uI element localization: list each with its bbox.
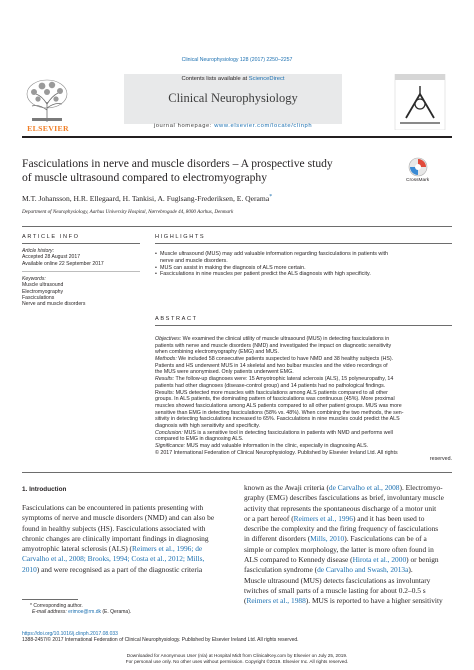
affiliation: Department of Neurophysiology, Aarhus University Hospital, Nørrebrogade 44, 8000 Aarhus, Denmark [22, 209, 234, 215]
citation-link[interactable]: Carvalho et al., 2008; Brooks, 1994; Costa et al., 2012; Mills, [22, 554, 205, 564]
abstract-text: groups. In ALS patients, the dominating pattern of fasciculations was continuous (45%). More proximal [155, 396, 395, 403]
body-text: Muscle ultrasound (MUS) detects fasciculations as involuntary [244, 575, 431, 585]
body-text: fasciculation syndrome ( [244, 565, 318, 575]
rights-statement: 1388-2457/© 2017 International Federation of Clinical Neurophysiology. Published by Elsevier Ireland Ltd. All rights reserved. [22, 637, 299, 644]
body-text-line [244, 555, 452, 565]
journal-citation[interactable]: Clinical Neurophysiology 128 (2017) 2250–2257 [181, 57, 293, 63]
body-text: ) and it has been used to [352, 513, 425, 523]
doi-link[interactable]: https://doi.org/10.1016/j.clinph.2017.08.033 [22, 631, 118, 637]
body-text-line [22, 544, 230, 554]
abstract-text: diagnosis with high sensitivity and specificity. [155, 422, 261, 429]
abstract-text: patients with nerve and muscle disorders (NMD) and investigated the impact on diagnostic sensitivity [155, 342, 392, 349]
abstract-line [155, 356, 452, 363]
highlight-item [155, 265, 452, 272]
highlight-line: • Fasciculations in nine muscles per patient predict the ALS diagnosis with high specificity. [160, 271, 371, 278]
section-heading-introduction: 1. Introduction [22, 486, 67, 493]
intro-left-column [22, 503, 230, 575]
email-link[interactable]: erimoe@rm.dk [68, 609, 101, 616]
intro-right-column [244, 483, 452, 607]
sciencedirect-link[interactable]: ScienceDirect [248, 76, 285, 82]
abstract-text: patients had other diagnoses (disease-control group) and 14 patients had no pathological findings. [155, 382, 386, 389]
body-text-line [244, 514, 452, 524]
abstract-label: Methods: [155, 356, 177, 363]
abstract-label: Conclusion: [155, 429, 183, 436]
highlight-line: • Muscle ultrasound (MUS) may add valuable information regarding fasciculations in patients with [160, 251, 389, 257]
body-text: twitches of small parts of a muscle lasting for about 0.2–0.5 s [244, 585, 426, 595]
contents-prefix: Contents lists available at [181, 76, 249, 82]
history-label: Article history: [22, 248, 54, 254]
citation-link[interactable]: de Carvalho et al., 2008 [328, 483, 400, 492]
download-notice [0, 653, 474, 665]
publisher-name: ELSEVIER [27, 124, 69, 133]
email-label: E-mail address: [32, 609, 69, 616]
body-text-line [244, 534, 452, 544]
body-text-line [22, 503, 230, 513]
abstract-line [155, 396, 452, 403]
body-text-line [244, 493, 452, 503]
keyword: Electromyography [22, 288, 64, 295]
body-text: symptoms of nerve and muscle disorders (NMD) and can also be [22, 513, 215, 523]
article-info-heading: ARTICLE INFO [22, 234, 80, 240]
citation-link[interactable]: Reimers et al., 1996; de [132, 544, 203, 554]
body-text: chronic changes are clinically important findings in diagnosing [22, 533, 209, 543]
abstract-line [155, 363, 452, 370]
citation-link[interactable]: Hirota et al., 2000 [352, 555, 407, 565]
journal-cover-thumbnail [392, 74, 448, 130]
article-title-line: Fasciculations in nerve and muscle disorders – A prospective study [22, 157, 333, 170]
article-title [22, 157, 392, 186]
abstract-line [155, 416, 452, 423]
citation-link[interactable]: Reimers et al., 1996 [293, 513, 353, 523]
abstract-text: MUS may add valuable information in the clinic, especially in diagnosing ALS. [185, 443, 369, 449]
abstract-heading: ABSTRACT [155, 316, 198, 322]
elsevier-tree-logo [22, 74, 72, 130]
crossmark-label: CrossMark [406, 178, 430, 183]
author-list [22, 194, 452, 203]
citation-link[interactable]: 2010 [22, 564, 37, 574]
body-text-line [244, 565, 452, 575]
abstract-text: muscles showed fasciculations among ALS patients compared to all other patient groups. MUS was more [155, 402, 402, 409]
article-history [22, 248, 140, 267]
body-text: activity that represents the spontaneous discharge of a motor unit [244, 503, 437, 513]
body-text-line [22, 534, 230, 544]
body-text: describe the complexity and the firing frequency of fasciculations [244, 524, 439, 534]
email-line [30, 609, 230, 615]
abstract-text: MUS is a sensitive tool in detecting fasciculations in patients with NMD and performs well [182, 429, 393, 436]
article-info-rule [22, 243, 140, 244]
footnote-rule [22, 599, 78, 600]
body-text: ALS compared to Kennedy disease ( [244, 555, 353, 565]
body-text-line [244, 586, 452, 596]
corresponding-author-note: * Corresponding author. [30, 603, 83, 609]
abstract-copyright: reserved. [429, 456, 452, 463]
body-text: simple or complex morphology, the latter is more often found in [244, 544, 434, 554]
crossmark-icon [408, 157, 428, 177]
keyword: Muscle ultrasound [22, 282, 64, 289]
abstract-line [155, 376, 452, 383]
history-entry: Available online 22 September 2017 [22, 260, 104, 267]
abstract-copyright: © 2017 International Federation of Clinical Neurophysiology. Published by Elsevier Ireland Ltd. All rights [155, 449, 398, 456]
body-text: graphy (EMG) describes fasciculations as brief, involuntary muscle [244, 493, 444, 503]
abstract-line [155, 383, 452, 390]
body-text: Fasciculations can be encountered in patients presenting with [22, 503, 204, 512]
highlight-line: nerve and muscle disorders. [160, 257, 228, 264]
body-text: found in healthy subjects (HS). Fasciculations associated with [22, 523, 206, 533]
abstract-line [155, 390, 452, 397]
highlight-line: • MUS can assist in making the diagnosis of ALS more certain. [160, 264, 306, 271]
highlights-heading: HIGHLIGHTS [155, 234, 206, 240]
body-text-line [22, 513, 230, 523]
body-text-line [22, 554, 230, 564]
body-text: ( [244, 596, 247, 606]
abstract-body [155, 336, 452, 463]
abstract-end-rule [22, 472, 452, 473]
author-names: M.T. Johansson, H.R. Ellegaard, H. Tankisi, A. Fuglsang-Frederiksen, E. Qerama [22, 194, 270, 203]
abstract-rule [155, 325, 452, 326]
article-title-line: of muscle ultrasound compared to electromyography [22, 171, 268, 185]
citation-link[interactable]: de Carvalho and Swash, 2013a [317, 565, 409, 575]
journal-homepage [124, 123, 342, 129]
title-rule [22, 226, 452, 227]
body-text: in different disorders ( [244, 534, 311, 544]
citation-link[interactable]: Mills, 2010 [310, 534, 345, 544]
abstract-line [155, 349, 452, 356]
email-suffix: (E. Qerama). [100, 609, 132, 616]
body-text: or a part hereof ( [244, 513, 294, 523]
contents-line [124, 76, 342, 82]
abstract-text: sensitive than EMG in detecting fasciculations (58% vs. 48%). When combining the two methods, the sen- [155, 409, 404, 416]
homepage-prefix: journal homepage: [153, 123, 215, 129]
body-text-line [244, 483, 452, 493]
highlights-rule [155, 243, 452, 244]
homepage-link[interactable]: www.elsevier.com/locate/clinph [214, 123, 313, 129]
body-text-line [244, 576, 452, 586]
body-text-line [244, 545, 452, 555]
abstract-text: compared to EMG in diagnosing ALS. [155, 436, 244, 443]
abstract-line [155, 436, 452, 443]
corresponding-author-mark[interactable]: * [269, 194, 273, 200]
keywords-label: Keywords: [22, 276, 46, 282]
body-text: ). [408, 565, 413, 575]
download-line: Downloaded for Anonymous User (n/a) at Hospital Midt from ClinicalKey.com by Elsevier on July 25, 2019. [126, 653, 348, 658]
journal-title: Clinical Neurophysiology [168, 91, 298, 105]
body-text: amyotrophic lateral sclerosis (ALS) ( [22, 544, 133, 554]
abstract-label: Objectives: [155, 336, 182, 342]
body-text-line [244, 524, 452, 534]
citation-link[interactable]: Reimers et al., 1988 [246, 596, 306, 606]
abstract-line [155, 343, 452, 350]
abstract-line [155, 443, 452, 450]
body-text: ). Fasciculations can be of a [344, 534, 427, 544]
doi-block [22, 631, 299, 644]
body-text: ). MUS is reported to have a higher sensitivity [305, 596, 443, 606]
footnote [30, 603, 230, 616]
body-text: ). Electromyo- [399, 483, 443, 492]
download-line: For personal use only. No other uses without permission. Copyright ©2019. Elsevier Inc. All rights reserved. [125, 659, 349, 665]
keyword: Nerve and muscle disorders [22, 301, 86, 308]
body-text: ) and were recognised as a part of the diagnostic criteria [36, 564, 203, 574]
highlights-list [155, 251, 452, 278]
abstract-line [155, 403, 452, 410]
abstract-line [155, 410, 452, 417]
crossmark-badge[interactable] [398, 157, 454, 183]
keyword: Fasciculations [22, 294, 55, 301]
abstract-text: We examined the clinical utility of muscle ultrasound (MUS) in detecting fasciculations in [181, 336, 390, 342]
abstract-line [155, 336, 452, 343]
body-text-line [22, 524, 230, 534]
abstract-text: The follow-up diagnoses were: 15 Amyotrophic lateral sclerosis (ALS), 15 polyneuropathy, 14 [174, 376, 394, 383]
keywords-rule [22, 271, 140, 272]
abstract-label: Results: [155, 376, 175, 383]
highlight-item [155, 251, 452, 265]
abstract-text: Results: MUS detected more muscles with fasciculations among ALS patients compared to all other [155, 389, 388, 396]
abstract-line [155, 423, 452, 430]
body-text-line [244, 504, 452, 514]
abstract-text: We included 58 consecutive patients suspected to have NMD and 38 healthy subjects (HS). [176, 356, 394, 363]
history-entry: Accepted 28 August 2017 [22, 254, 81, 261]
body-text-line [244, 596, 452, 606]
abstract-text: the MUS were anonymised. Only patients underwent EMG. [155, 369, 294, 376]
abstract-text: when combining electromyography (EMG) and MUS. [155, 349, 279, 356]
abstract-text: Patients and HS underwent MUS in 14 skeletal and two bulbar muscles and the video recordings of [155, 362, 388, 369]
header-rule [22, 136, 452, 138]
abstract-text: sitivity in detecting fasciculations increased to 65%. Fasciculations in nine muscles could predict the ALS [155, 416, 400, 423]
body-text-line [22, 565, 230, 575]
abstract-line [155, 369, 452, 376]
keywords-block [22, 276, 140, 307]
abstract-label: Significance: [155, 443, 186, 449]
highlight-item [155, 271, 452, 278]
body-text: known as the Awaji criteria ( [244, 483, 329, 492]
abstract-line [155, 430, 452, 437]
body-text: ) or benign [406, 555, 439, 565]
